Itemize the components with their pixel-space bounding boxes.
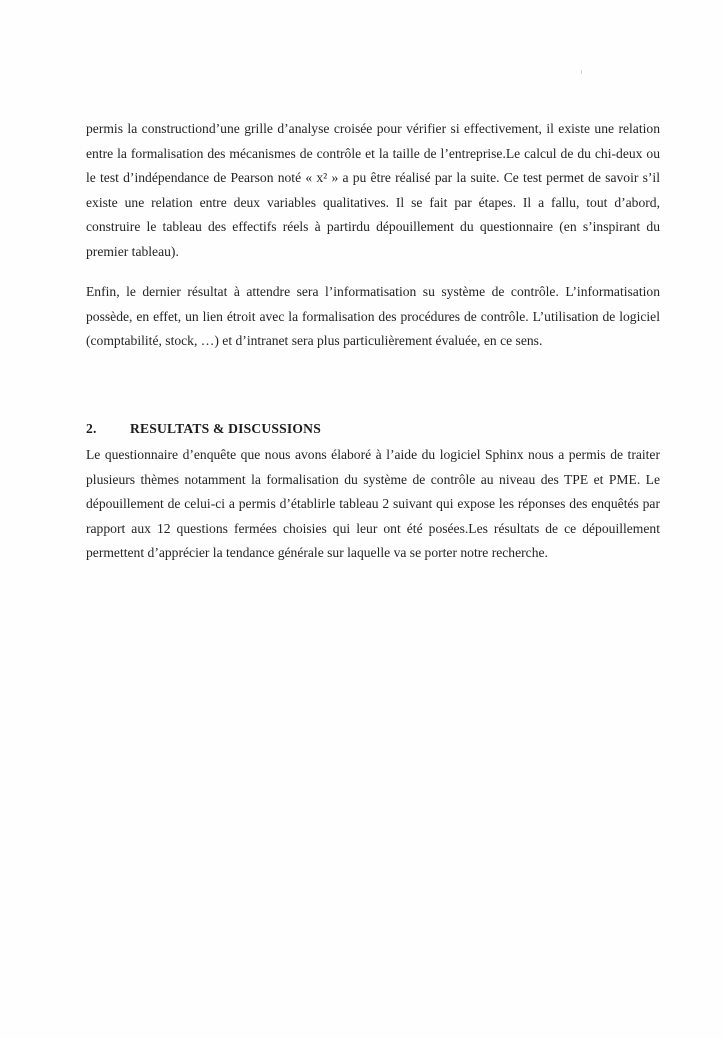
section-number: 2. <box>86 421 97 436</box>
paragraph-methodology <box>86 117 660 265</box>
paragraph-results <box>86 443 660 566</box>
scan-speck <box>581 70 582 74</box>
section-heading <box>86 421 321 437</box>
paragraph-informatisation <box>86 280 660 354</box>
paragraph-text: permis la constructiond’une grille d’analyse croisée pour vérifier si effectivement, il existe une relation entre la formalisation des mécanismes de contrôle et la taille de l’entreprise.Le calcul de du chi-deux ou le test d’indépendance de Pearson noté « x² » a pu être réalisé par la suite. Ce test permet de savoir s’il existe une relation entre deux variables qualitatives. Il se fait par étapes. Il a fallu, tout d’abord, construire le tableau des effectifs réels à partirdu dépouillement du questionnaire (en s’inspirant du premier tableau). <box>86 121 660 259</box>
section-title: RESULTATS & DISCUSSIONS <box>130 421 321 436</box>
paragraph-text: Le questionnaire d’enquête que nous avons élaboré à l’aide du logiciel Sphinx nous a permis de traiter plusieurs thèmes notamment la formalisation du système de contrôle au niveau des TPE et PME. Le dépouillement de celui-ci a permis d’établirle tableau 2 suivant qui expose les réponses des enquêtés par rapport aux 12 questions fermées choisies qui leur ont été posées.Les résultats de ce dépouillement permettent d’apprécier la tendance générale sur laquelle va se porter notre recherche. <box>86 447 660 561</box>
paragraph-text: Enfin, le dernier résultat à attendre sera l’informatisation su système de contrôle. L’informatisation possède, en effet, un lien étroit avec la formalisation des procédures de contrôle. L’utilisation de logiciel (comptabilité, stock, …) et d’intranet sera plus particulièrement évaluée, en ce sens. <box>86 284 660 349</box>
